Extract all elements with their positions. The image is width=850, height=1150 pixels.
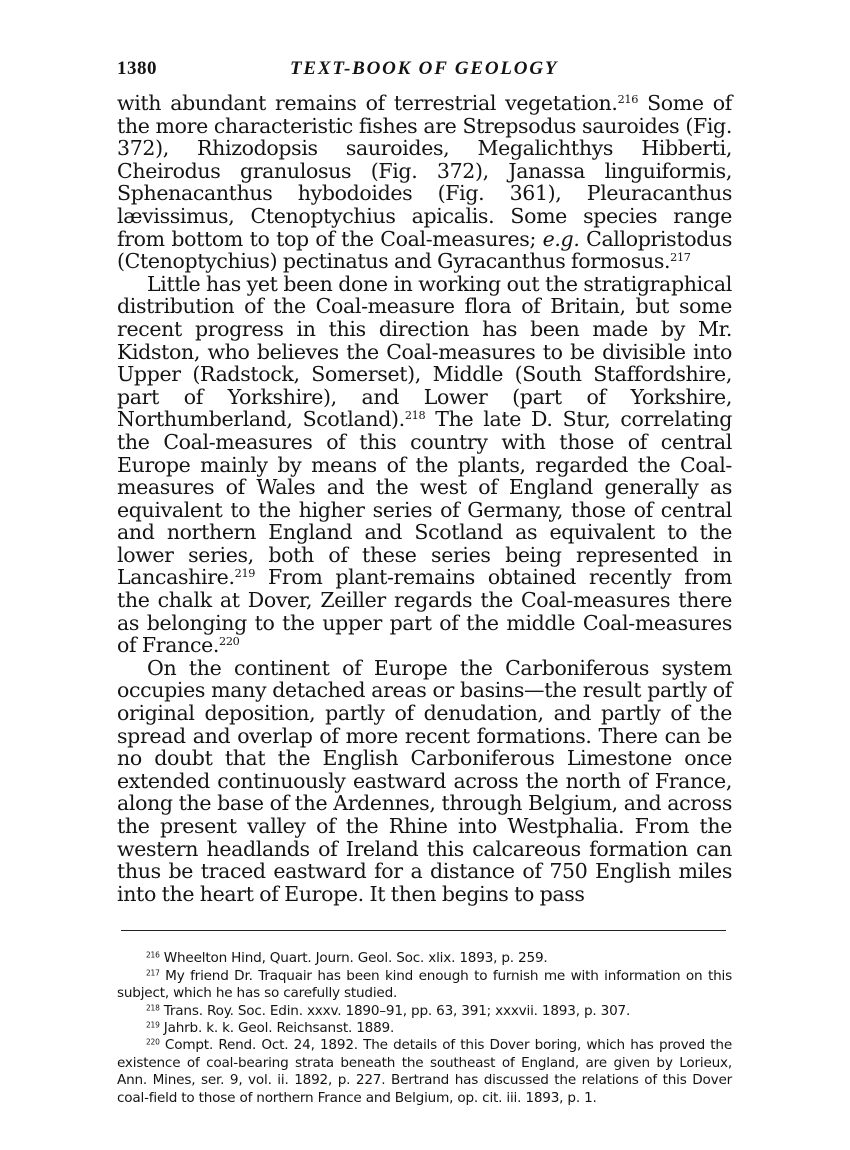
footnote-text: Compt. Rend. Oct. 24, 1892. The details of this Dover boring, which has proved the existence of coal-bearing strata beneath the southeast of England, are given by Lorieux, Ann. Mines, ser. 9, vol. ii. 1892, p. 227. Bertrand has discussed the relations of this Dover coal-field to those of northern France and Belgium, op. cit. iii. 1893, p. 1.	[117, 1037, 732, 1106]
page-header	[117, 58, 732, 92]
text-run: Little has yet been done in working out the stratigraphical distribution of the Coal-measure flora of Britain, but some recent progress in this direction has been made by Mr. Kidston, who believes the Coal-measures to be divisible into Upper (Radstock, Somerset), Middle (South Staffordshire, part of Yorkshire), and Lower (part of Yorkshire, Northumberland, Scotland).	[117, 271, 732, 432]
text-run: with abundant remains of terrestrial vegetation.	[117, 91, 618, 115]
footnote	[117, 1003, 732, 1020]
footnote-number: 217	[146, 968, 160, 978]
footnote-ref-220: 220	[219, 635, 240, 649]
footnote-number: 218	[146, 1002, 160, 1012]
footnote-text: Wheelton Hind, Quart. Journ. Geol. Soc. xlix. 1893, p. 259.	[159, 950, 548, 967]
running-title: TEXT-BOOK OF GEOLOGY	[290, 58, 559, 79]
footnote	[117, 950, 732, 967]
main-text	[117, 92, 732, 905]
text-run: Some of the more characteristic fishes are Strepsodus sauroides (Fig. 372), Rhizodopsis sauroides, Megalichthys Hibberti, Cheirodus granulosus (Fig. 372), Janassa linguiformis, Sphenacanthus hybodoides (Fig. 361), Pleuracanthus lævissimus, Ctenoptychius apicalis. Some species range from bottom to top of the Coal-measures;	[117, 91, 732, 251]
paragraph-2	[117, 273, 732, 657]
footnote-text: Trans. Roy. Soc. Edin. xxxv. 1890–91, pp. 63, 391; xxxvii. 1893, p. 307.	[159, 1002, 631, 1019]
footnote-text: Jahrb. k. k. Geol. Reichsanst. 1889.	[159, 1020, 395, 1036]
paragraph-1	[117, 92, 732, 273]
footnote-ref-218: 218	[404, 409, 426, 423]
footnote-ref-217: 217	[670, 251, 691, 265]
footnote-number: 219	[146, 1020, 160, 1030]
text-run: Callopristodus (Ctenoptychius) pectinatus and Gyracanthus formosus.	[117, 226, 732, 274]
italic-eg: e.g.	[542, 226, 580, 251]
paragraph-3: On the continent of Europe the Carboniferous system occupies many detached areas or basins—the result partly of original deposition, partly of denudation, and partly of the spread and overlap of more recent formations. There can be no doubt that the English Carboniferous Limestone once extended continuously eastward across the north of France, along the base of the Ardennes, through Belgium, and across the present valley of the Rhine into Westphalia. From the western headlands of Ireland this calcareous formation can thus be traced eastward for a distance of 750 English miles into the heart of Europe. It then begins to pass	[117, 655, 732, 906]
footnote-text: My friend Dr. Traquair has been kind enough to furnish me with information on this subject, which he has so carefully studied.	[117, 967, 732, 1002]
text-run: From plant-remains obtained recently from the chalk at Dover, Zeiller regards the Coal-measures there as belonging to the upper part of the middle Coal-measures of France.	[117, 565, 732, 658]
footnote-divider	[121, 930, 726, 931]
footnote	[117, 1020, 732, 1037]
footnote-ref-219: 219	[234, 567, 256, 581]
footnote-number: 216	[146, 950, 160, 960]
footnote	[117, 968, 732, 1003]
footnote	[117, 1037, 732, 1107]
footnote-ref-216: 216	[617, 93, 639, 107]
footnote-number: 220	[146, 1037, 160, 1047]
text-run: The late D. Stur, correlating the Coal-measures of this country with those of central Europe mainly by means of the plants, regarded the Coal-measures of Wales and the west of England generally as equivalent to the higher series of Germany, those of central and northern England and Scotland as equivalent to the lower series, both of these series being represented in Lancashire.	[117, 407, 732, 590]
page-number: 1380	[117, 58, 157, 79]
book-page	[117, 58, 732, 1107]
footnotes	[117, 950, 732, 1107]
